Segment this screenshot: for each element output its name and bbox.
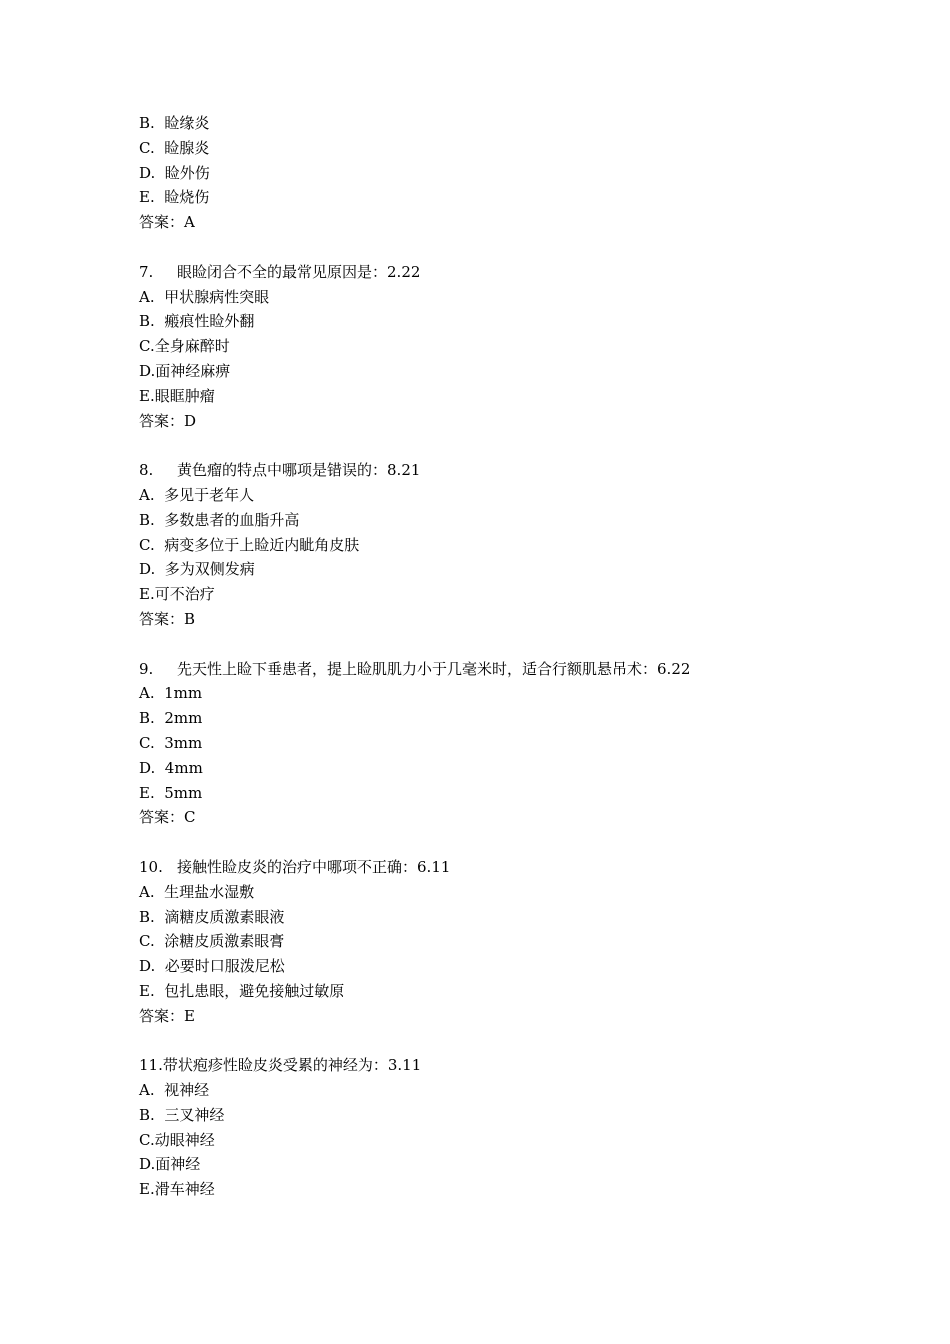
option-c: C. 睑腺炎 <box>139 138 210 157</box>
option-b: B. 2mm <box>139 709 203 728</box>
option-e: E.滑车神经 <box>139 1180 215 1199</box>
option-a: A. 生理盐水湿敷 <box>139 882 255 901</box>
question-number: 8. <box>139 461 154 480</box>
option-b: B. 睑缘炎 <box>139 114 210 132</box>
question-text: 先天性上睑下垂患者，提上睑肌肌力小于几毫米时，适合行额肌悬吊术：6.22 <box>177 659 691 678</box>
option-a: A. 视神经 <box>139 1081 210 1100</box>
question-number: 10. <box>139 857 163 876</box>
option-d: D. 4mm <box>139 758 203 777</box>
option-d: D. 必要时口服泼尼松 <box>139 957 285 976</box>
answer: 答案：E <box>139 1006 195 1025</box>
option-b: B. 瘢痕性睑外翻 <box>139 312 255 331</box>
option-d: D.面神经 <box>139 1155 201 1174</box>
document-page <box>139 111 899 1202</box>
question-text: 接触性睑皮炎的治疗中哪项不正确：6.11 <box>177 857 451 876</box>
question-stem <box>139 458 899 483</box>
question-stem <box>139 657 899 682</box>
option-a: A. 多见于老年人 <box>139 485 255 504</box>
question-text: 眼睑闭合不全的最常见原因是：2.22 <box>177 262 421 281</box>
option-a: A. 1mm <box>139 684 203 703</box>
question-9 <box>139 657 899 831</box>
question-number: 9. <box>139 659 154 678</box>
question-text: 黄色瘤的特点中哪项是错误的：8.21 <box>177 461 421 480</box>
option-e: E. 5mm <box>139 783 203 802</box>
answer: 答案：C <box>139 808 196 827</box>
option-b: B. 多数患者的血脂升高 <box>139 510 300 529</box>
answer: 答案：A <box>139 213 195 232</box>
question-11 <box>139 1053 899 1202</box>
option-c: C. 涂糖皮质激素眼膏 <box>139 932 285 951</box>
option-b: B. 滴糖皮质激素眼液 <box>139 907 285 926</box>
option-d: D. 睑外伤 <box>139 163 210 182</box>
option-a: A. 甲状腺病性突眼 <box>139 287 270 306</box>
option-c: C.全身麻醉时 <box>139 337 230 356</box>
option-c: C. 病变多位于上睑近内眦角皮肤 <box>139 535 360 554</box>
question-stem <box>139 260 899 285</box>
option-e: E. 睑烧伤 <box>139 188 210 207</box>
question-continuation <box>139 111 899 235</box>
option-e: E.可不治疗 <box>139 585 215 604</box>
option-e: E. 包扎患眼，避免接触过敏原 <box>139 981 345 1000</box>
question-7 <box>139 260 899 434</box>
answer: 答案：D <box>139 411 197 430</box>
option-c: C.动眼神经 <box>139 1130 215 1149</box>
question-stem: 11.带状疱疹性睑皮炎受累的神经为：3.11 <box>139 1056 422 1075</box>
option-c: C. 3mm <box>139 733 203 752</box>
option-b: B. 三叉神经 <box>139 1105 225 1124</box>
question-stem <box>139 855 899 880</box>
question-8 <box>139 458 899 632</box>
option-e: E.眼眶肿瘤 <box>139 386 215 405</box>
answer: 答案：B <box>139 609 196 628</box>
question-10 <box>139 855 899 1029</box>
question-number: 7. <box>139 262 154 281</box>
option-d: D.面神经麻痹 <box>139 361 231 380</box>
option-d: D. 多为双侧发病 <box>139 560 255 579</box>
